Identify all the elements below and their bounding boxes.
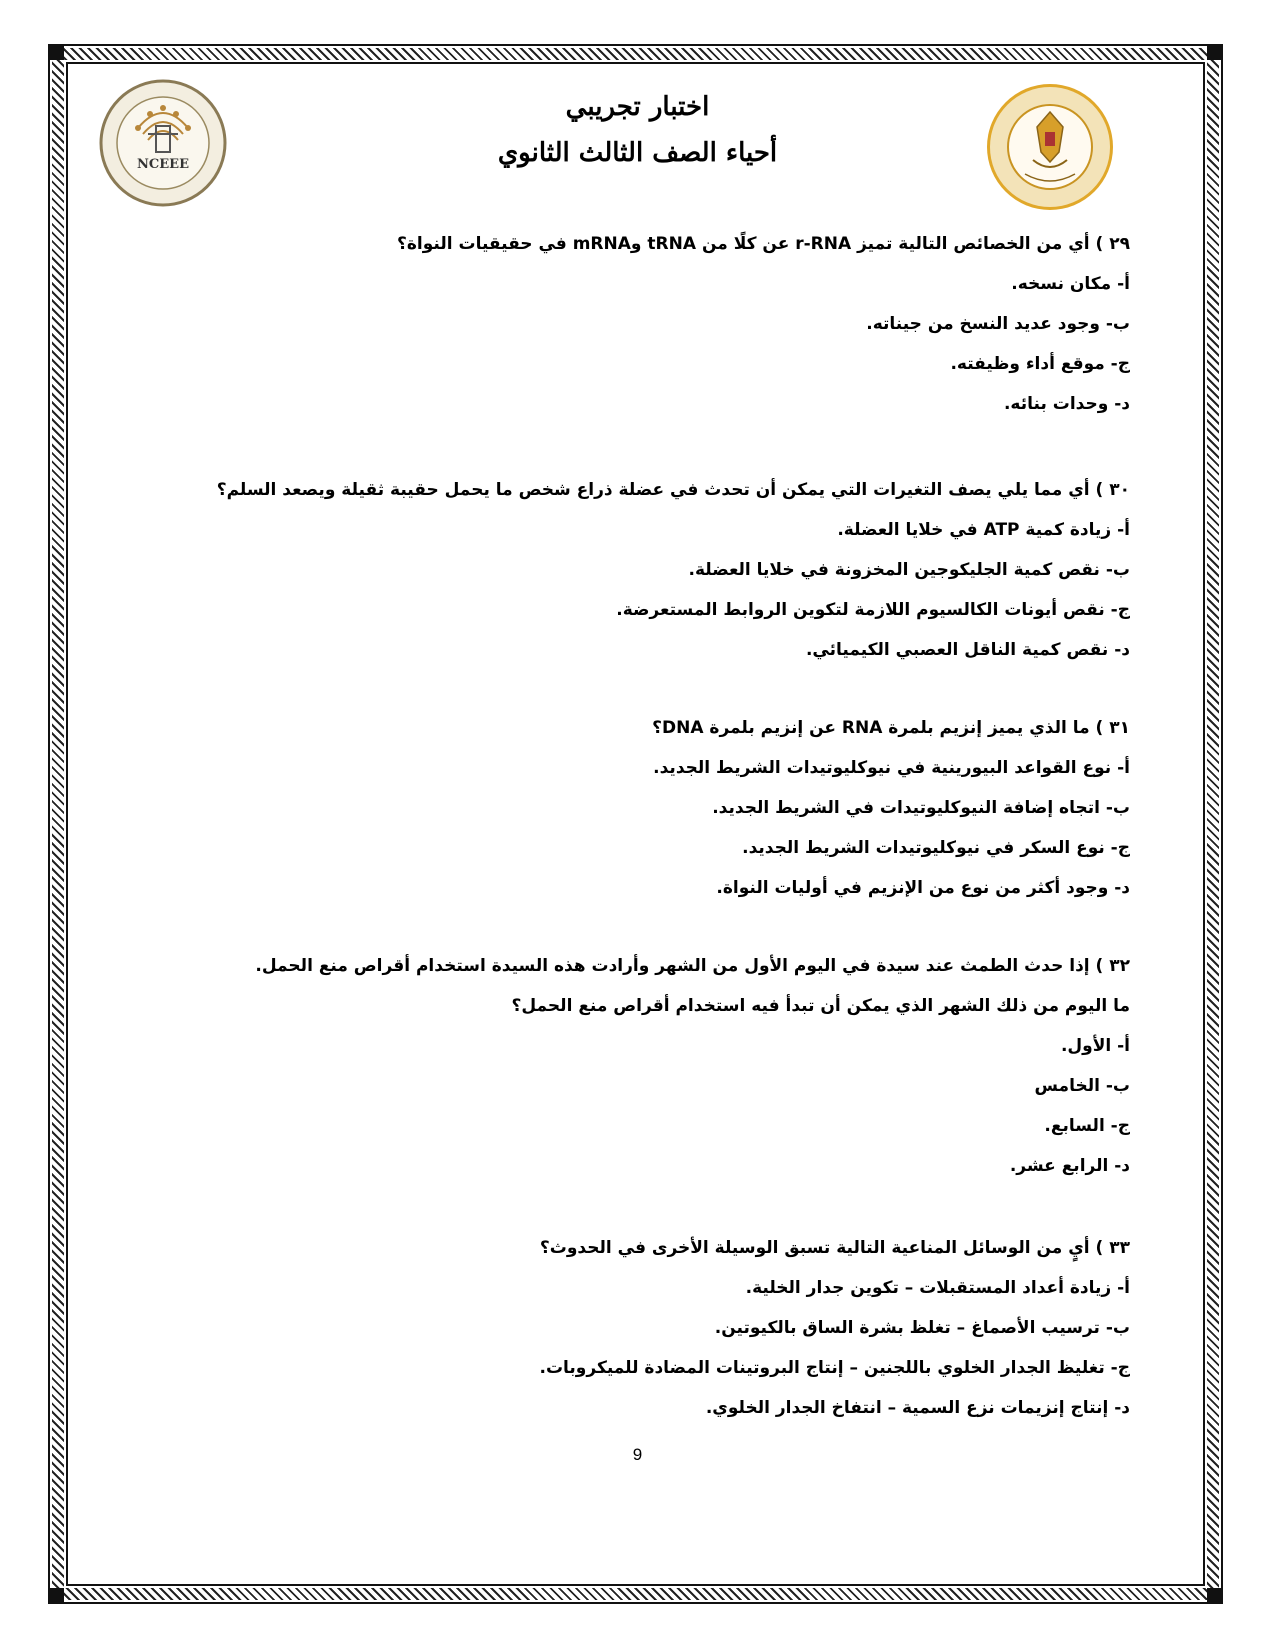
- question-text: ٣١ ) ما الذي يميز إنزيم بلمرة RNA عن إنزيم بلمرة DNA؟: [652, 718, 1130, 738]
- question-text: ٢٩ ) أي من الخصائص التالية تميز r-RNA عن كلًا من tRNA وmRNA في حقيقيات النواة؟: [397, 234, 1130, 254]
- question-text: ٣٠ ) أي مما يلي يصف التغيرات التي يمكن أن تحدث في عضلة ذراع شخص ما يحمل حقيبة ثقيلة ويصعد السلم؟: [216, 480, 1130, 500]
- question-text: ٣٣ ) أيٍ من الوسائل المناعية التالية تسبق الوسيلة الأخرى في الحدوث؟: [539, 1238, 1130, 1258]
- border-corner: [48, 1588, 64, 1604]
- question-30: [130, 470, 1130, 670]
- option-a: أ- الأول.: [1060, 1036, 1130, 1056]
- option-d: د- إنتاج إنزيمات نزع السمية – انتفاخ الجدار الخلوي.: [705, 1398, 1130, 1418]
- exam-title: اختبار تجريبي: [565, 92, 710, 122]
- nceee-logo-text: NCEEE: [137, 157, 189, 172]
- question-text-continued: ما اليوم من ذلك الشهر الذي يمكن أن تبدأ فيه استخدام أقراص منع الحمل؟: [511, 996, 1130, 1016]
- question-text: ٣٢ ) إذا حدث الطمث عند سيدة في اليوم الأول من الشهر وأرادت هذه السيدة استخدام أقراص منع الحمل.: [255, 956, 1130, 976]
- option-a: أ- مكان نسخه.: [1011, 274, 1130, 294]
- question-33: [130, 1228, 1130, 1428]
- option-c: ج- نقص أيونات الكالسيوم اللازمة لتكوين الروابط المستعرضة.: [616, 600, 1130, 620]
- option-d: د- الرابع عشر.: [1009, 1156, 1130, 1176]
- border-corner: [1207, 1588, 1223, 1604]
- option-a: أ- زيادة كمية ATP في خلايا العضلة.: [837, 520, 1130, 540]
- questions-list: [130, 224, 1130, 1428]
- question-32: [130, 946, 1130, 1186]
- option-d: د- نقص كمية الناقل العصبي الكيميائي.: [805, 640, 1130, 660]
- option-c: ج- تغليظ الجدار الخلوي باللجنين – إنتاج البروتينات المضادة للميكروبات.: [539, 1358, 1130, 1378]
- option-b: ب- ترسيب الأصماغ – تغلظ بشرة الساق بالكيوتين.: [714, 1318, 1130, 1338]
- option-d: د- وحدات بنائه.: [1003, 394, 1130, 414]
- page-number: 9: [632, 1445, 643, 1464]
- option-d: د- وجود أكثر من نوع من الإنزيم في أوليات النواة.: [716, 878, 1130, 898]
- option-a: أ- زيادة أعداد المستقبلات – تكوين جدار الخلية.: [745, 1278, 1130, 1298]
- option-b: ب- اتجاه إضافة النيوكليوتيدات في الشريط الجديد.: [712, 798, 1130, 818]
- option-b: ب- الخامس: [1034, 1076, 1130, 1096]
- option-a: أ- نوع القواعد البيورينية في نيوكليوتيدات الشريط الجديد.: [653, 758, 1130, 778]
- border-corner: [1207, 44, 1223, 60]
- border-corner: [48, 44, 64, 60]
- option-c: ج- موقع أداء وظيفته.: [950, 354, 1130, 374]
- option-b: ب- نقص كمية الجليكوجين المخزونة في خلايا العضلة.: [688, 560, 1130, 580]
- option-b: ب- وجود عديد النسخ من جيناته.: [866, 314, 1130, 334]
- option-c: ج- السابع.: [1044, 1116, 1130, 1136]
- option-c: ج- نوع السكر في نيوكليوتيدات الشريط الجديد.: [742, 838, 1130, 858]
- question-31: [130, 708, 1130, 908]
- question-29: [130, 224, 1130, 424]
- exam-subtitle: أحياء الصف الثالث الثانوي: [497, 138, 778, 168]
